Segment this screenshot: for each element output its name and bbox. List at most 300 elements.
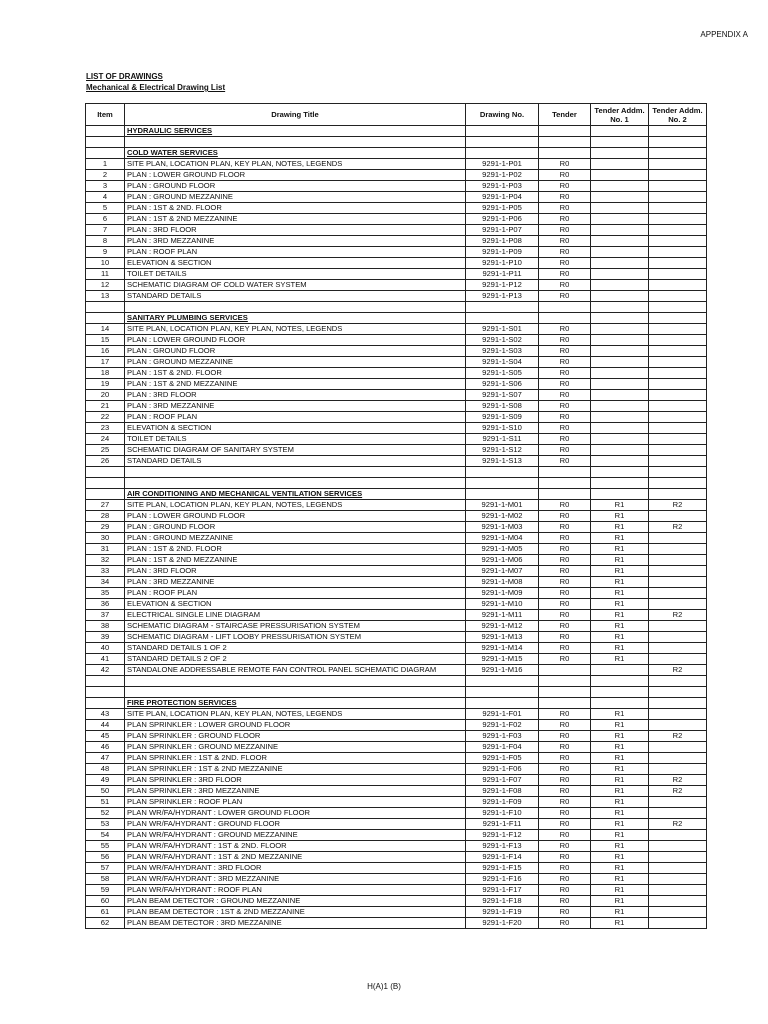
cell-no: 9291-1-S08: [466, 401, 539, 412]
cell-addm2: [649, 555, 707, 566]
cell-no: 9291-1-F10: [466, 808, 539, 819]
table-row: [86, 533, 707, 544]
cell-addm2: [649, 577, 707, 588]
cell-addm2: [649, 126, 707, 137]
cell-addm1: [591, 247, 649, 258]
table-row: [86, 885, 707, 896]
cell-no: 9291-1-P11: [466, 269, 539, 280]
cell-tender: R0: [539, 907, 591, 918]
cell-addm2: [649, 192, 707, 203]
cell-addm1: [591, 379, 649, 390]
cell-item: 57: [86, 863, 125, 874]
cell-item: 27: [86, 500, 125, 511]
cell-item: 22: [86, 412, 125, 423]
cell-no: 9291-1-S01: [466, 324, 539, 335]
cell-no: 9291-1-F19: [466, 907, 539, 918]
cell-addm2: [649, 401, 707, 412]
cell-no: 9291-1-F14: [466, 852, 539, 863]
cell-tender: [539, 313, 591, 324]
cell-no: 9291-1-P08: [466, 236, 539, 247]
table-row: [86, 159, 707, 170]
cell-tender: R0: [539, 357, 591, 368]
cell-addm2: R2: [649, 522, 707, 533]
cell-addm2: [649, 797, 707, 808]
cell-no: 9291-1-F07: [466, 775, 539, 786]
cell-no: 9291-1-P09: [466, 247, 539, 258]
cell-no: 9291-1-M02: [466, 511, 539, 522]
cell-title: STANDALONE ADDRESSABLE REMOTE FAN CONTROL PANEL SCHEMATIC DIAGRAM: [125, 665, 466, 676]
cell-tender: R0: [539, 577, 591, 588]
cell-title: PLAN WR/FA/HYDRANT : GROUND FLOOR: [125, 819, 466, 830]
header-tender-addm-2: Tender Addm. No. 2: [649, 104, 707, 126]
cell-no: 9291-1-S02: [466, 335, 539, 346]
table-row: [86, 599, 707, 610]
table-row: [86, 654, 707, 665]
cell-title: PLAN : 3RD MEZZANINE: [125, 577, 466, 588]
cell-addm2: R2: [649, 775, 707, 786]
table-row: [86, 555, 707, 566]
cell-no: 9291-1-F02: [466, 720, 539, 731]
cell-title: PLAN : 1ST & 2ND. FLOOR: [125, 368, 466, 379]
cell-tender: R0: [539, 324, 591, 335]
cell-tender: R0: [539, 346, 591, 357]
cell-title: PLAN : GROUND MEZZANINE: [125, 192, 466, 203]
cell-addm1: R1: [591, 764, 649, 775]
cell-no: 9291-1-S10: [466, 423, 539, 434]
cell-tender: R0: [539, 247, 591, 258]
cell-addm1: R1: [591, 841, 649, 852]
table-row: [86, 434, 707, 445]
cell-item: 47: [86, 753, 125, 764]
table-row: [86, 324, 707, 335]
cell-addm1: [591, 357, 649, 368]
table-row: [86, 214, 707, 225]
cell-addm2: [649, 544, 707, 555]
cell-addm2: [649, 489, 707, 500]
cell-tender: R0: [539, 445, 591, 456]
cell-no: 9291-1-P07: [466, 225, 539, 236]
section-header-row: [86, 313, 707, 324]
cell-addm1: [591, 676, 649, 687]
cell-addm2: [649, 423, 707, 434]
cell-tender: R0: [539, 918, 591, 929]
table-row: [86, 841, 707, 852]
cell-addm1: [591, 665, 649, 676]
cell-addm1: [591, 192, 649, 203]
table-row: [86, 753, 707, 764]
cell-title: PLAN SPRINKLER : LOWER GROUND FLOOR: [125, 720, 466, 731]
cell-title: PLAN SPRINKLER : GROUND FLOOR: [125, 731, 466, 742]
cell-addm2: [649, 841, 707, 852]
cell-addm1: [591, 335, 649, 346]
table-row: [86, 863, 707, 874]
cell-title: PLAN : GROUND MEZZANINE: [125, 357, 466, 368]
cell-no: 9291-1-S09: [466, 412, 539, 423]
cell-addm2: [649, 170, 707, 181]
cell-item: 39: [86, 632, 125, 643]
cell-no: [466, 137, 539, 148]
cell-tender: [539, 137, 591, 148]
cell-tender: R0: [539, 170, 591, 181]
cell-addm1: R1: [591, 852, 649, 863]
cell-title: PLAN : GROUND FLOOR: [125, 346, 466, 357]
cell-tender: R0: [539, 522, 591, 533]
cell-addm2: [649, 302, 707, 313]
cell-title: [125, 302, 466, 313]
cell-no: 9291-1-F04: [466, 742, 539, 753]
cell-item: 14: [86, 324, 125, 335]
table-row: [86, 588, 707, 599]
table-row: [86, 852, 707, 863]
table-row: [86, 522, 707, 533]
cell-addm1: R1: [591, 885, 649, 896]
cell-addm1: R1: [591, 896, 649, 907]
cell-item: 28: [86, 511, 125, 522]
blank-row: [86, 687, 707, 698]
cell-title: PLAN : 3RD FLOOR: [125, 390, 466, 401]
cell-addm1: R1: [591, 566, 649, 577]
cell-addm2: [649, 280, 707, 291]
cell-item: 41: [86, 654, 125, 665]
cell-no: 9291-1-P04: [466, 192, 539, 203]
cell-title: TOILET DETAILS: [125, 269, 466, 280]
cell-item: 9: [86, 247, 125, 258]
cell-addm2: [649, 181, 707, 192]
cell-addm2: [649, 874, 707, 885]
cell-no: 9291-1-F09: [466, 797, 539, 808]
cell-addm2: [649, 687, 707, 698]
cell-item: 36: [86, 599, 125, 610]
cell-title: PLAN : 3RD MEZZANINE: [125, 236, 466, 247]
cell-title: SITE PLAN, LOCATION PLAN, KEY PLAN, NOTES, LEGENDS: [125, 709, 466, 720]
cell-addm1: [591, 269, 649, 280]
cell-addm2: [649, 599, 707, 610]
cell-item: 10: [86, 258, 125, 269]
cell-addm1: R1: [591, 808, 649, 819]
cell-tender: R0: [539, 390, 591, 401]
cell-title: ELEVATION & SECTION: [125, 258, 466, 269]
cell-item: 32: [86, 555, 125, 566]
table-row: [86, 192, 707, 203]
cell-no: 9291-1-P10: [466, 258, 539, 269]
cell-no: 9291-1-M14: [466, 643, 539, 654]
cell-tender: R0: [539, 819, 591, 830]
cell-item: 59: [86, 885, 125, 896]
cell-addm1: R1: [591, 775, 649, 786]
cell-no: 9291-1-F16: [466, 874, 539, 885]
cell-addm2: [649, 478, 707, 489]
cell-tender: R0: [539, 632, 591, 643]
cell-title: PLAN WR/FA/HYDRANT : GROUND MEZZANINE: [125, 830, 466, 841]
cell-item: 42: [86, 665, 125, 676]
cell-item: 13: [86, 291, 125, 302]
section-header-row: [86, 126, 707, 137]
cell-item: 2: [86, 170, 125, 181]
cell-tender: R0: [539, 786, 591, 797]
table-header-row: [86, 104, 707, 126]
cell-addm2: [649, 698, 707, 709]
cell-addm2: [649, 225, 707, 236]
cell-addm1: R1: [591, 819, 649, 830]
cell-tender: R0: [539, 269, 591, 280]
cell-addm1: R1: [591, 753, 649, 764]
cell-addm1: R1: [591, 544, 649, 555]
cell-item: [86, 698, 125, 709]
cell-title: PLAN : 1ST & 2ND MEZZANINE: [125, 214, 466, 225]
cell-addm2: [649, 885, 707, 896]
table-row: [86, 775, 707, 786]
cell-addm2: [649, 676, 707, 687]
cell-addm1: [591, 698, 649, 709]
cell-item: 43: [86, 709, 125, 720]
cell-title: STANDARD DETAILS 1 OF 2: [125, 643, 466, 654]
cell-addm2: [649, 236, 707, 247]
cell-addm2: [649, 511, 707, 522]
cell-tender: R0: [539, 599, 591, 610]
cell-title: [125, 478, 466, 489]
cell-no: 9291-1-F08: [466, 786, 539, 797]
cell-tender: [539, 698, 591, 709]
section-header-row: [86, 698, 707, 709]
cell-addm2: [649, 335, 707, 346]
cell-no: 9291-1-P05: [466, 203, 539, 214]
cell-no: [466, 126, 539, 137]
cell-tender: R0: [539, 896, 591, 907]
cell-addm1: R1: [591, 907, 649, 918]
table-row: [86, 819, 707, 830]
table-row: [86, 203, 707, 214]
cell-no: [466, 489, 539, 500]
cell-no: 9291-1-F15: [466, 863, 539, 874]
cell-item: 61: [86, 907, 125, 918]
cell-no: 9291-1-P02: [466, 170, 539, 181]
table-row: [86, 280, 707, 291]
cell-title: PLAN SPRINKLER : 1ST & 2ND. FLOOR: [125, 753, 466, 764]
cell-addm1: R1: [591, 863, 649, 874]
cell-addm2: [649, 368, 707, 379]
cell-title: PLAN : LOWER GROUND FLOOR: [125, 170, 466, 181]
cell-addm1: [591, 324, 649, 335]
cell-no: 9291-1-M13: [466, 632, 539, 643]
cell-tender: R0: [539, 610, 591, 621]
cell-tender: R0: [539, 335, 591, 346]
cell-title: ELECTRICAL SINGLE LINE DIAGRAM: [125, 610, 466, 621]
cell-item: [86, 489, 125, 500]
cell-title: PLAN SPRINKLER : GROUND MEZZANINE: [125, 742, 466, 753]
table-row: [86, 786, 707, 797]
cell-addm2: [649, 643, 707, 654]
cell-no: 9291-1-M05: [466, 544, 539, 555]
cell-item: 49: [86, 775, 125, 786]
cell-tender: [539, 676, 591, 687]
cell-tender: [539, 687, 591, 698]
cell-item: 18: [86, 368, 125, 379]
document-heading: [86, 71, 225, 93]
cell-item: 29: [86, 522, 125, 533]
cell-item: 35: [86, 588, 125, 599]
cell-tender: R0: [539, 731, 591, 742]
cell-title: PLAN : LOWER GROUND FLOOR: [125, 335, 466, 346]
cell-addm1: R1: [591, 500, 649, 511]
cell-title: PLAN : ROOF PLAN: [125, 588, 466, 599]
cell-item: 40: [86, 643, 125, 654]
table-row: [86, 577, 707, 588]
cell-addm1: R1: [591, 797, 649, 808]
cell-addm2: [649, 709, 707, 720]
cell-addm2: [649, 863, 707, 874]
cell-item: [86, 478, 125, 489]
cell-addm2: [649, 258, 707, 269]
cell-no: 9291-1-S07: [466, 390, 539, 401]
cell-title: SCHEMATIC DIAGRAM - LIFT LOOBY PRESSURISATION SYSTEM: [125, 632, 466, 643]
cell-tender: [539, 302, 591, 313]
cell-addm1: R1: [591, 720, 649, 731]
cell-tender: R0: [539, 280, 591, 291]
table-row: [86, 511, 707, 522]
cell-addm1: [591, 390, 649, 401]
cell-addm2: [649, 830, 707, 841]
cell-title: PLAN WR/FA/HYDRANT : 1ST & 2ND MEZZANINE: [125, 852, 466, 863]
cell-title: PLAN WR/FA/HYDRANT : ROOF PLAN: [125, 885, 466, 896]
cell-item: 34: [86, 577, 125, 588]
cell-item: 5: [86, 203, 125, 214]
cell-title: HYDRAULIC SERVICES: [125, 126, 466, 137]
page-footer: H(A)1 (B): [367, 982, 401, 991]
cell-addm2: [649, 566, 707, 577]
table-row: [86, 445, 707, 456]
cell-tender: R0: [539, 500, 591, 511]
cell-tender: R0: [539, 456, 591, 467]
cell-item: 31: [86, 544, 125, 555]
table-row: [86, 918, 707, 929]
appendix-label: APPENDIX A: [700, 30, 748, 39]
cell-addm1: R1: [591, 610, 649, 621]
cell-no: 9291-1-P03: [466, 181, 539, 192]
cell-addm1: [591, 445, 649, 456]
cell-title: PLAN BEAM DETECTOR : 3RD MEZZANINE: [125, 918, 466, 929]
table-row: [86, 830, 707, 841]
cell-title: STANDARD DETAILS: [125, 291, 466, 302]
cell-item: 11: [86, 269, 125, 280]
cell-addm1: [591, 346, 649, 357]
table-row: [86, 544, 707, 555]
cell-tender: R0: [539, 764, 591, 775]
cell-addm2: [649, 896, 707, 907]
cell-addm2: [649, 621, 707, 632]
table-row: [86, 346, 707, 357]
table-row: [86, 566, 707, 577]
cell-tender: R0: [539, 258, 591, 269]
cell-tender: R0: [539, 214, 591, 225]
cell-title: [125, 137, 466, 148]
cell-addm1: R1: [591, 522, 649, 533]
cell-addm1: [591, 434, 649, 445]
cell-addm1: [591, 137, 649, 148]
cell-addm1: R1: [591, 511, 649, 522]
blank-row: [86, 478, 707, 489]
cell-title: SCHEMATIC DIAGRAM OF COLD WATER SYSTEM: [125, 280, 466, 291]
table-row: [86, 412, 707, 423]
cell-addm2: [649, 291, 707, 302]
cell-no: [466, 467, 539, 478]
cell-no: 9291-1-S06: [466, 379, 539, 390]
cell-tender: R0: [539, 775, 591, 786]
cell-title: ELEVATION & SECTION: [125, 423, 466, 434]
cell-no: 9291-1-F12: [466, 830, 539, 841]
cell-addm2: R2: [649, 500, 707, 511]
table-row: [86, 665, 707, 676]
cell-addm1: R1: [591, 918, 649, 929]
cell-item: 52: [86, 808, 125, 819]
cell-addm2: [649, 434, 707, 445]
cell-addm1: R1: [591, 643, 649, 654]
cell-item: 58: [86, 874, 125, 885]
cell-addm1: [591, 203, 649, 214]
cell-addm2: [649, 214, 707, 225]
cell-item: 1: [86, 159, 125, 170]
cell-tender: R0: [539, 181, 591, 192]
table-row: [86, 621, 707, 632]
cell-addm1: [591, 478, 649, 489]
section-header-row: [86, 148, 707, 159]
cell-tender: [539, 489, 591, 500]
cell-title: PLAN WR/FA/HYDRANT : 1ST & 2ND. FLOOR: [125, 841, 466, 852]
cell-addm2: [649, 907, 707, 918]
cell-title: AIR CONDITIONING AND MECHANICAL VENTILATION SERVICES: [125, 489, 466, 500]
cell-item: 6: [86, 214, 125, 225]
cell-no: 9291-1-P01: [466, 159, 539, 170]
cell-addm1: R1: [591, 632, 649, 643]
cell-tender: R0: [539, 368, 591, 379]
header-drawing-no: Drawing No.: [466, 104, 539, 126]
cell-no: 9291-1-F11: [466, 819, 539, 830]
cell-tender: R0: [539, 797, 591, 808]
cell-title: [125, 687, 466, 698]
cell-addm1: [591, 214, 649, 225]
cell-item: 44: [86, 720, 125, 731]
cell-title: PLAN BEAM DETECTOR : GROUND MEZZANINE: [125, 896, 466, 907]
table-row: [86, 390, 707, 401]
cell-title: PLAN SPRINKLER : ROOF PLAN: [125, 797, 466, 808]
header-tender-addm-1: Tender Addm. No. 1: [591, 104, 649, 126]
cell-tender: R0: [539, 412, 591, 423]
cell-addm1: [591, 236, 649, 247]
cell-item: 53: [86, 819, 125, 830]
cell-addm1: [591, 126, 649, 137]
cell-title: PLAN : 1ST & 2ND. FLOOR: [125, 544, 466, 555]
cell-title: PLAN : 1ST & 2ND MEZZANINE: [125, 555, 466, 566]
cell-addm2: [649, 588, 707, 599]
blank-row: [86, 137, 707, 148]
cell-no: 9291-1-M01: [466, 500, 539, 511]
header-item: Item: [86, 104, 125, 126]
cell-addm1: R1: [591, 709, 649, 720]
cell-title: PLAN : GROUND FLOOR: [125, 181, 466, 192]
cell-item: 45: [86, 731, 125, 742]
table-row: [86, 742, 707, 753]
cell-addm2: [649, 203, 707, 214]
blank-row: [86, 467, 707, 478]
cell-item: [86, 302, 125, 313]
cell-no: 9291-1-M08: [466, 577, 539, 588]
cell-no: 9291-1-M15: [466, 654, 539, 665]
cell-item: [86, 126, 125, 137]
cell-title: PLAN : LOWER GROUND FLOOR: [125, 511, 466, 522]
cell-title: PLAN : 3RD FLOOR: [125, 566, 466, 577]
cell-no: [466, 676, 539, 687]
cell-addm1: R1: [591, 830, 649, 841]
cell-title: PLAN : 1ST & 2ND. FLOOR: [125, 203, 466, 214]
